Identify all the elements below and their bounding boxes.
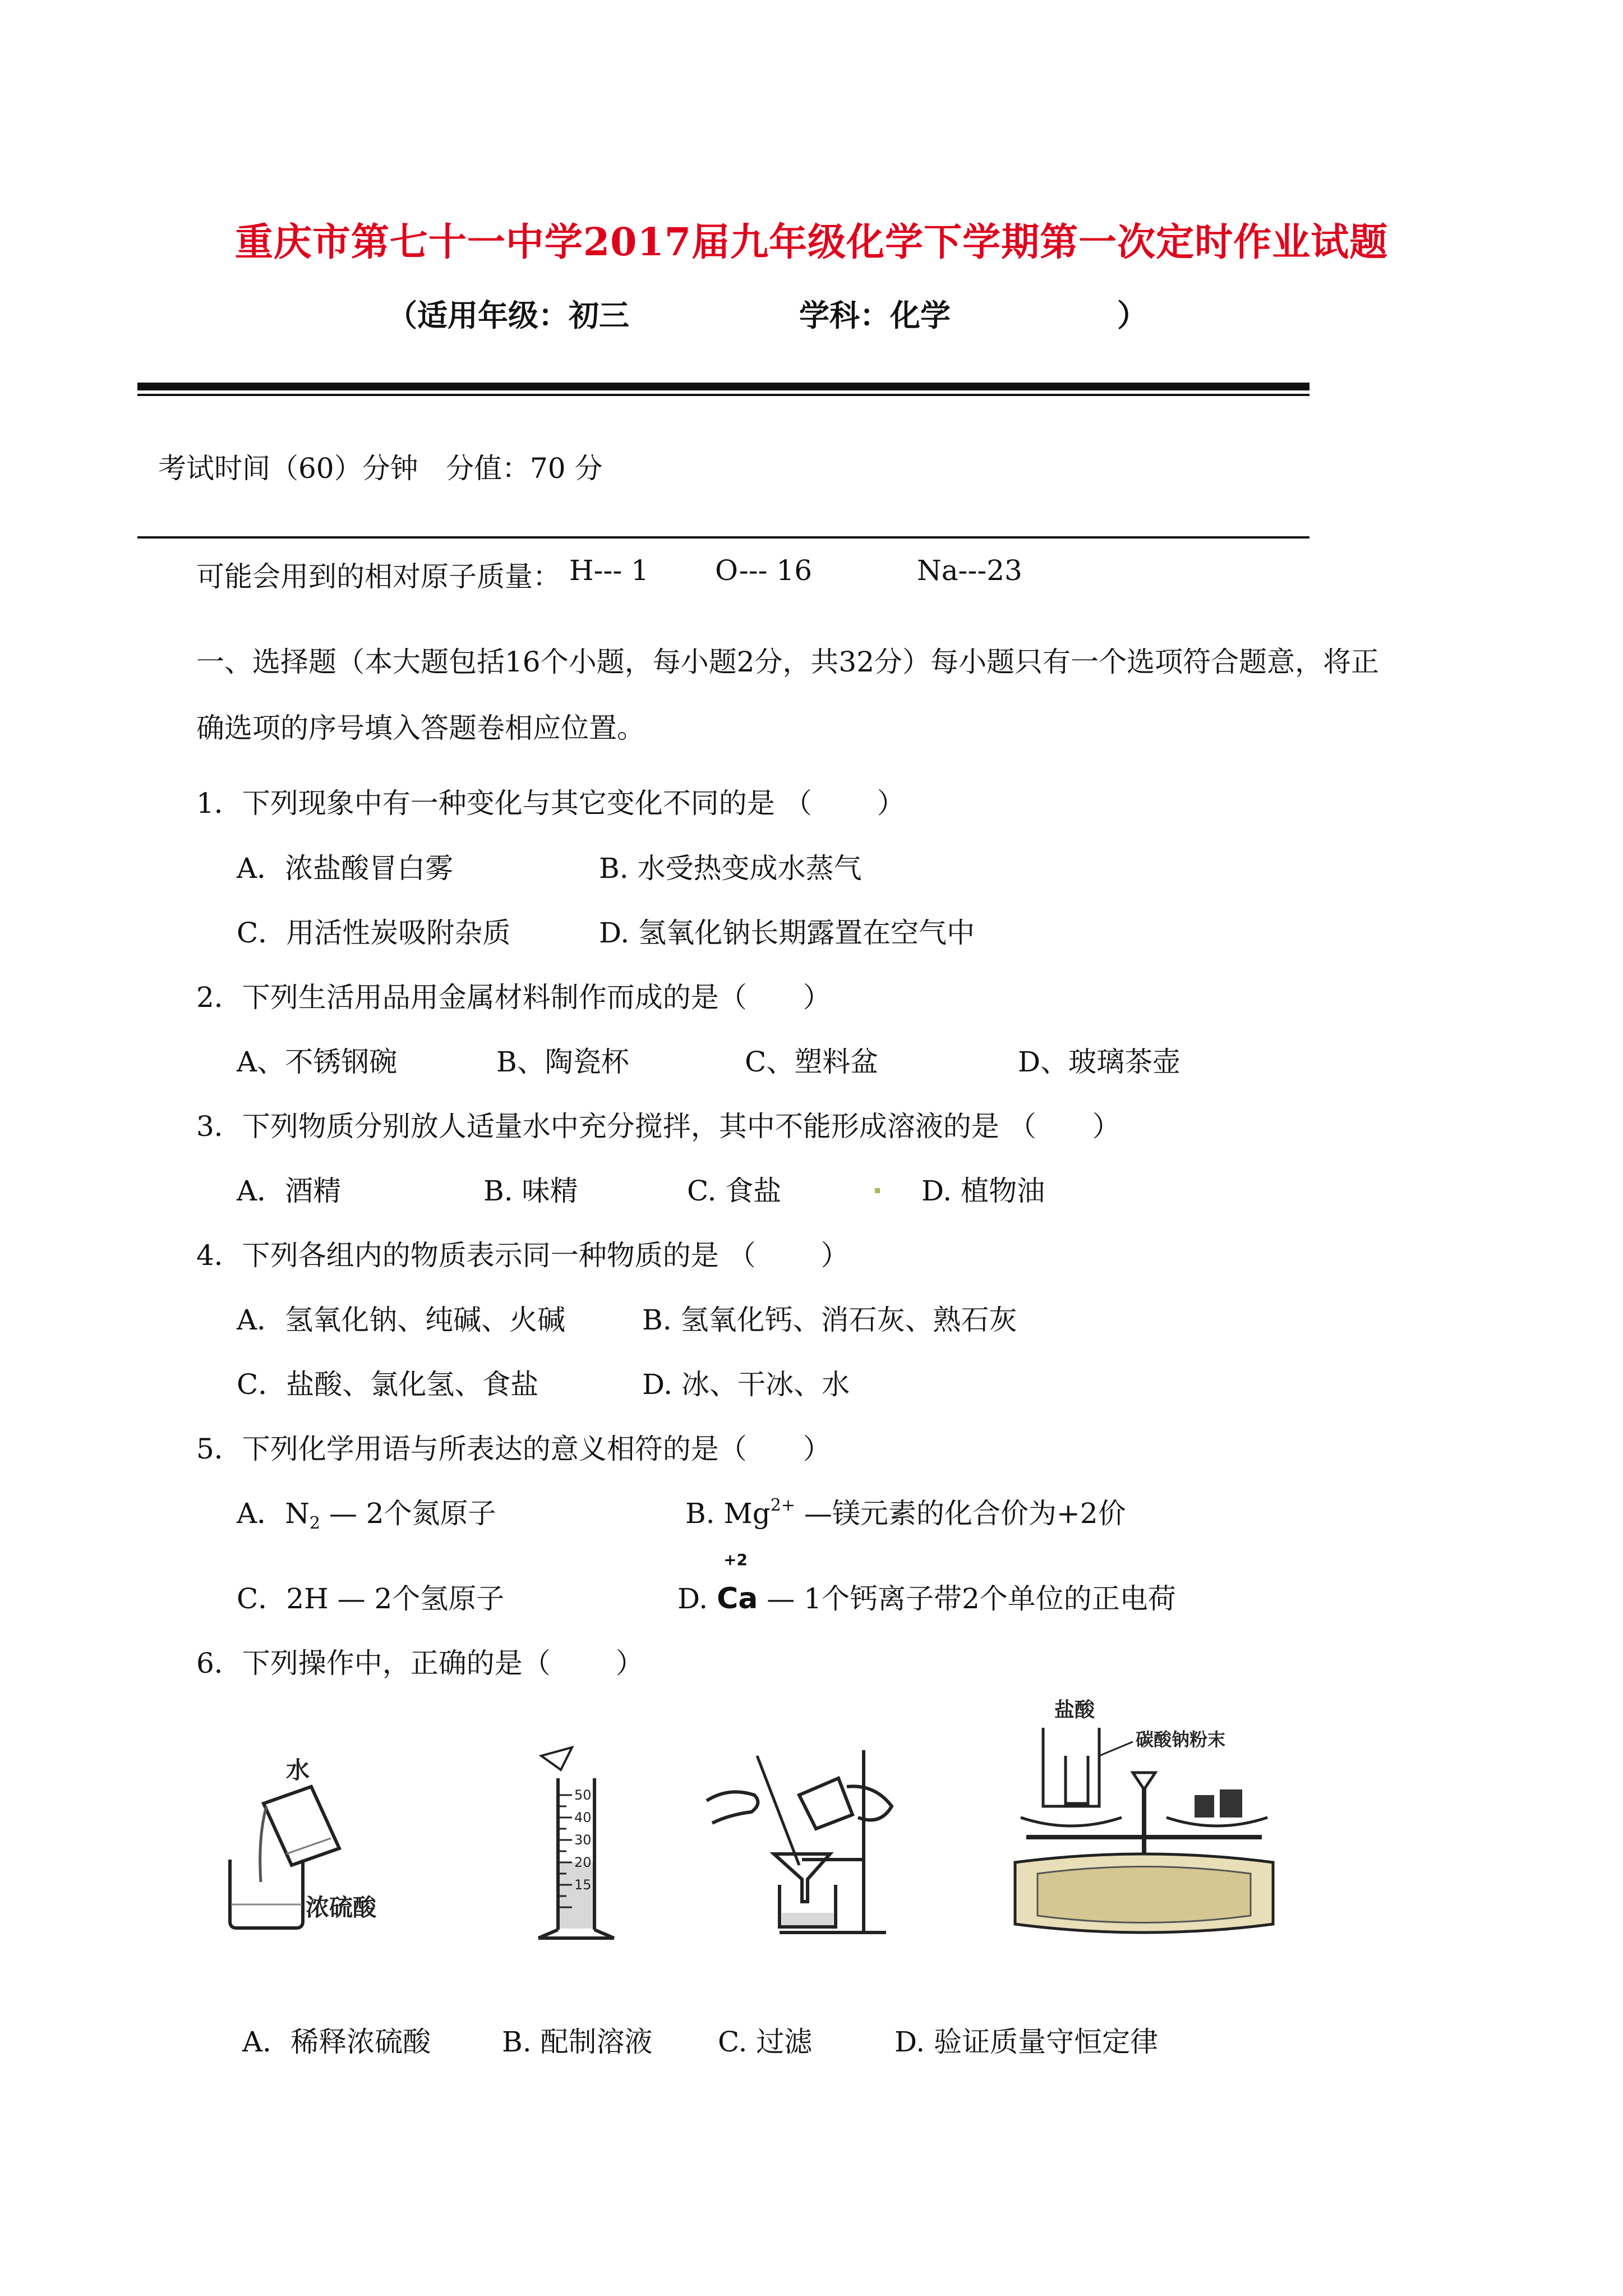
question-2-option-d: D、玻璃茶壶 [1018,1046,1181,1078]
atomic-mass-label: 可能会用到的相对原子质量： [196,560,561,593]
tick-label-30: 30 [574,1832,592,1848]
question-2-stem: 2．下列生活用品用金属材料制作而成的是（ ） [196,981,831,1014]
tick-label-20: 20 [574,1855,592,1870]
option-a-prefix: A．N [237,1497,310,1530]
section-instructions-line2: 确选项的序号填入答题卷相应位置。 [196,712,645,744]
question-2-option-b: B、陶瓷杯 [496,1046,629,1078]
figure-dilute-acid [219,1753,398,1944]
question-1-stem: 1．下列现象中有一种变化与其它变化不同的是 （ ） [196,787,905,820]
valence-mark: +2 [723,1550,748,1569]
tick-label-40: 40 [574,1810,592,1825]
question-3-option-c: C. 食盐 [687,1175,782,1207]
figure-graduated-cylinder [527,1745,634,1947]
label-water: 水 [286,1756,310,1784]
question-4-option-a: A．氢氧化钠、纯碱、火碱 [237,1304,566,1336]
pointer-top [1133,1773,1155,1789]
question-6-option-a: A．稀释浓硫酸 [242,2026,431,2058]
pour-stream [260,1806,266,1882]
calcium-symbol: Ca [717,1582,758,1616]
atomic-mass-h: H--- 1 [569,554,649,587]
inner-tube [1066,1756,1088,1803]
question-5-option-d [677,1550,1176,1617]
acid-beaker-on-balance [1043,1728,1099,1806]
pouring-beaker [799,1778,852,1829]
option-b-prefix: B. Mg [685,1497,771,1530]
tick-label-15: 15 [574,1877,592,1893]
option-d-prefix: D. [677,1582,717,1615]
left-pan [1021,1818,1122,1826]
water-beaker-tilted [264,1787,339,1865]
atomic-mass-o: O--- 16 [715,554,813,587]
question-5-option-a [237,1491,496,1533]
question-5-option-c: C．2H — 2个氢原子 [237,1582,505,1615]
figure-filtration [695,1733,909,1947]
question-3-option-d: D. 植物油 [921,1175,1045,1207]
speck-mark [875,1188,880,1193]
right-pan [1166,1818,1267,1826]
question-6-option-c: C. 过滤 [718,2026,813,2058]
tick-label-50: 50 [574,1787,592,1803]
question-1-option-d: D. 氢氧化钠长期露置在空气中 [599,917,975,949]
subtitle-subject: 学科：化学 [799,297,951,333]
subtitle-close: ） [1117,297,1147,333]
question-4-option-d: D. 冰、干冰、水 [642,1368,850,1401]
question-5-stem: 5．下列化学用语与所表达的意义相符的是（ ） [196,1433,831,1465]
base-inner [1038,1867,1251,1923]
option-d-suffix: — 1个钙离子带2个单位的正电荷 [758,1582,1176,1615]
section-instructions-line1: 一、选择题（本大题包括16个小题，每小题2分，共32分）每小题只有一个选项符合题意，将正 [196,646,1380,678]
question-3-option-b: B. 味精 [483,1175,578,1207]
option-b-superscript: 2+ [770,1496,795,1515]
question-6-option-b: B. 配制溶液 [502,2026,653,2058]
label-sodium-carbonate-powder: 碳酸钠粉末 [1136,1729,1226,1750]
subtitle-grade: （适用年级：初三 [387,297,629,333]
calcium-valence-symbol [717,1550,758,1616]
figure-balance-scale [1004,1694,1284,1958]
question-6-option-d: D. 验证质量守恒定律 [895,2026,1159,2058]
question-4-stem: 4．下列各组内的物质表示同一种物质的是 （ ） [196,1239,849,1272]
beaker-liquid [782,1913,833,1925]
acid-beaker [230,1860,303,1928]
question-5-option-b [685,1491,1126,1531]
info-rule [137,536,1310,539]
glass-rod [757,1756,799,1865]
question-1-option-b: B. 水受热变成水蒸气 [599,852,862,885]
label-hydrochloric-acid: 盐酸 [1054,1699,1095,1722]
powder-paper [541,1747,572,1770]
question-2-option-c: C、塑料盆 [745,1046,879,1078]
exam-score: 分值：70 分 [446,452,603,485]
label-acid: 浓硫酸 [306,1894,377,1921]
option-b-suffix: —镁元素的化合价为+2价 [795,1497,1126,1530]
question-6-stem: 6．下列操作中，正确的是（ ） [196,1647,644,1680]
header-rule-thick [137,383,1310,390]
question-2-option-a: A、不锈钢碗 [237,1046,398,1078]
option-a-subscript: 2 [309,1513,320,1533]
weights [1195,1789,1242,1818]
question-4-option-b: B. 氢氧化钙、消石灰、熟石灰 [642,1304,1017,1336]
option-a-suffix: — 2个氮原子 [320,1497,496,1530]
powder-pointer [1099,1742,1133,1756]
question-3-option-a: A．酒精 [237,1175,342,1207]
question-4-option-c: C．盐酸、氯化氢、食盐 [237,1368,539,1401]
question-1-option-a: A．浓盐酸冒白雾 [237,852,454,885]
hand-left [707,1792,758,1823]
atomic-mass-na: Na---23 [917,554,1022,587]
question-3-stem: 3．下列物质分别放人适量水中充分搅拌，其中不能形成溶液的是 （ ） [196,1110,1121,1143]
exam-time: 考试时间（60）分钟 [158,452,418,485]
page-title: 重庆市第七十一中学2017届九年级化学下学期第一次定时作业试题 [234,220,1389,265]
question-1-option-c: C．用活性炭吸附杂质 [237,917,511,949]
header-rule-thin [137,394,1310,396]
